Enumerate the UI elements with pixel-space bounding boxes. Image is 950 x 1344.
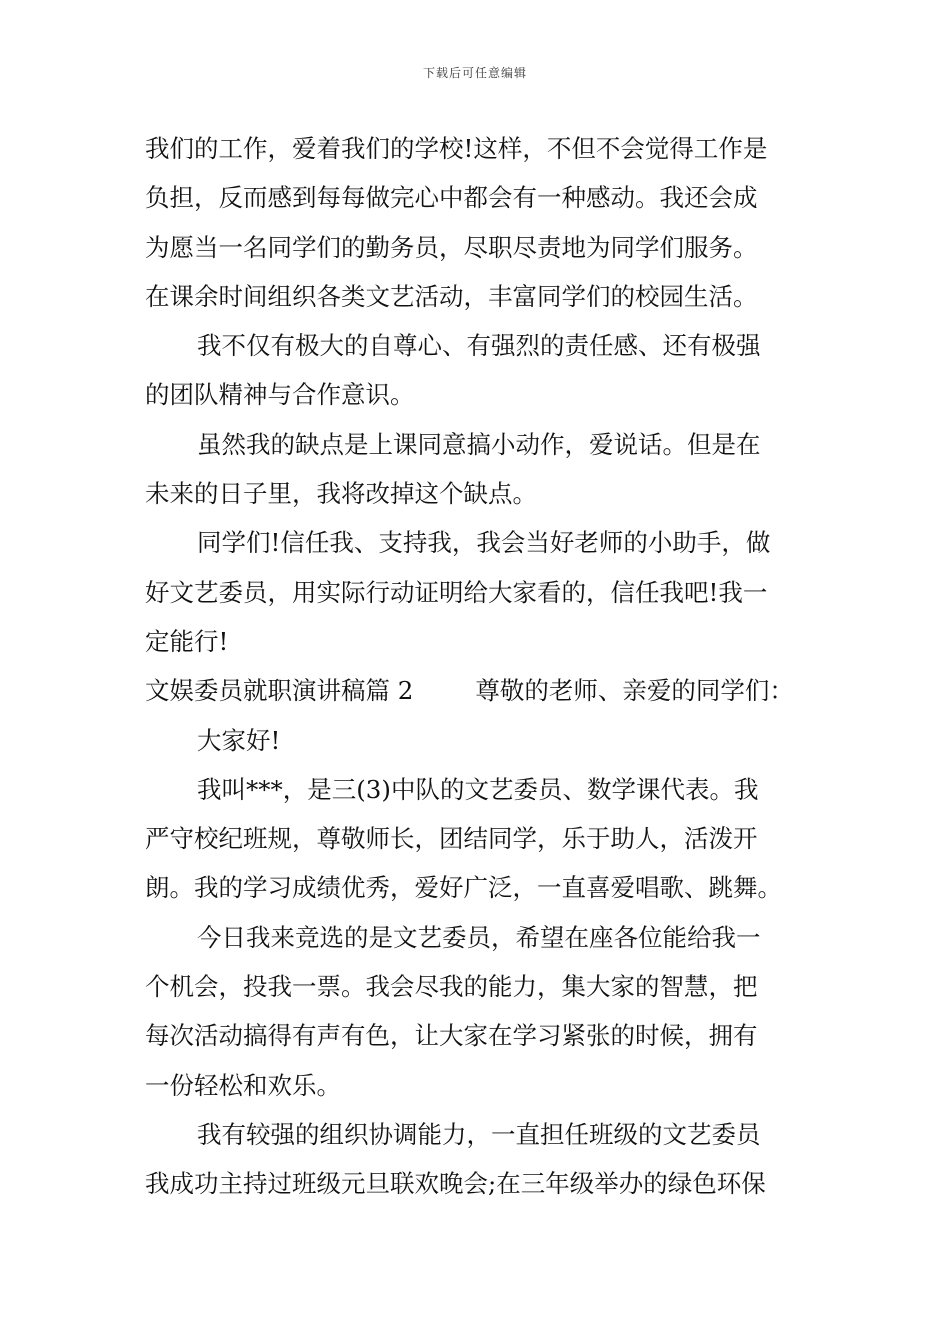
text-line: 我们的工作，爱着我们的学校!这样，不但不会觉得工作是 [145,134,768,163]
text-line: 未来的日子里，我将改掉这个缺点。 [145,479,537,509]
text-line: 为愿当一名同学们的勤务员，尽职尽责地为同学们服务。 [145,232,758,262]
text-line: 定能行! [145,626,229,656]
text-line: 每次活动搞得有声有色，让大家在学习紧张的时候，拥有 [145,1021,758,1051]
text-line: 负担，反而感到每每做完心中都会有一种感动。我还会成 [145,183,758,213]
text-line: 好文艺委员，用实际行动证明给大家看的，信任我吧!我一 [145,577,768,607]
greeting-line: 大家好! [197,725,281,755]
text-line: 的团队精神与合作意识。 [145,380,415,410]
paragraph-first-line: 同学们!信任我、支持我，我会当好老师的小助手，做 [197,528,771,558]
text-line: 一份轻松和欢乐。 [145,1070,341,1100]
text-line: 我成功主持过班级元旦联欢晚会;在三年级举办的绿色环保 [145,1169,766,1199]
section-title-line [145,666,815,715]
text-line: 个机会，投我一票。我会尽我的能力，集大家的智慧，把 [145,972,758,1002]
paragraph-first-line: 我叫***，是三(3)中队的文艺委员、数学课代表。我 [197,774,759,804]
text-line: 严守校纪班规，尊敬师长，团结同学，乐于助人，活泼开 [145,824,758,854]
document-body [145,124,815,1209]
section-title: 文娱委员就职演讲稿篇 2 [145,676,414,706]
text-line: 在课余时间组织各类文艺活动，丰富同学们的校园生活。 [145,281,758,311]
page-header: 下载后可任意编辑 [422,66,527,80]
paragraph-first-line: 虽然我的缺点是上课同意搞小动作，爱说话。但是在 [197,429,761,459]
paragraph-first-line: 我不仅有极大的自尊心、有强烈的责任感、还有极强 [197,331,761,361]
paragraph-first-line: 我有较强的组织协调能力，一直担任班级的文艺委员 [197,1119,761,1149]
salutation: 尊敬的老师、亲爱的同学们： [475,676,794,706]
text-line: 朗。我的学习成绩优秀，爱好广泛，一直喜爱唱歌、跳舞。 [145,873,782,903]
paragraph-first-line: 今日我来竞选的是文艺委员，希望在座各位能给我一 [197,922,761,952]
